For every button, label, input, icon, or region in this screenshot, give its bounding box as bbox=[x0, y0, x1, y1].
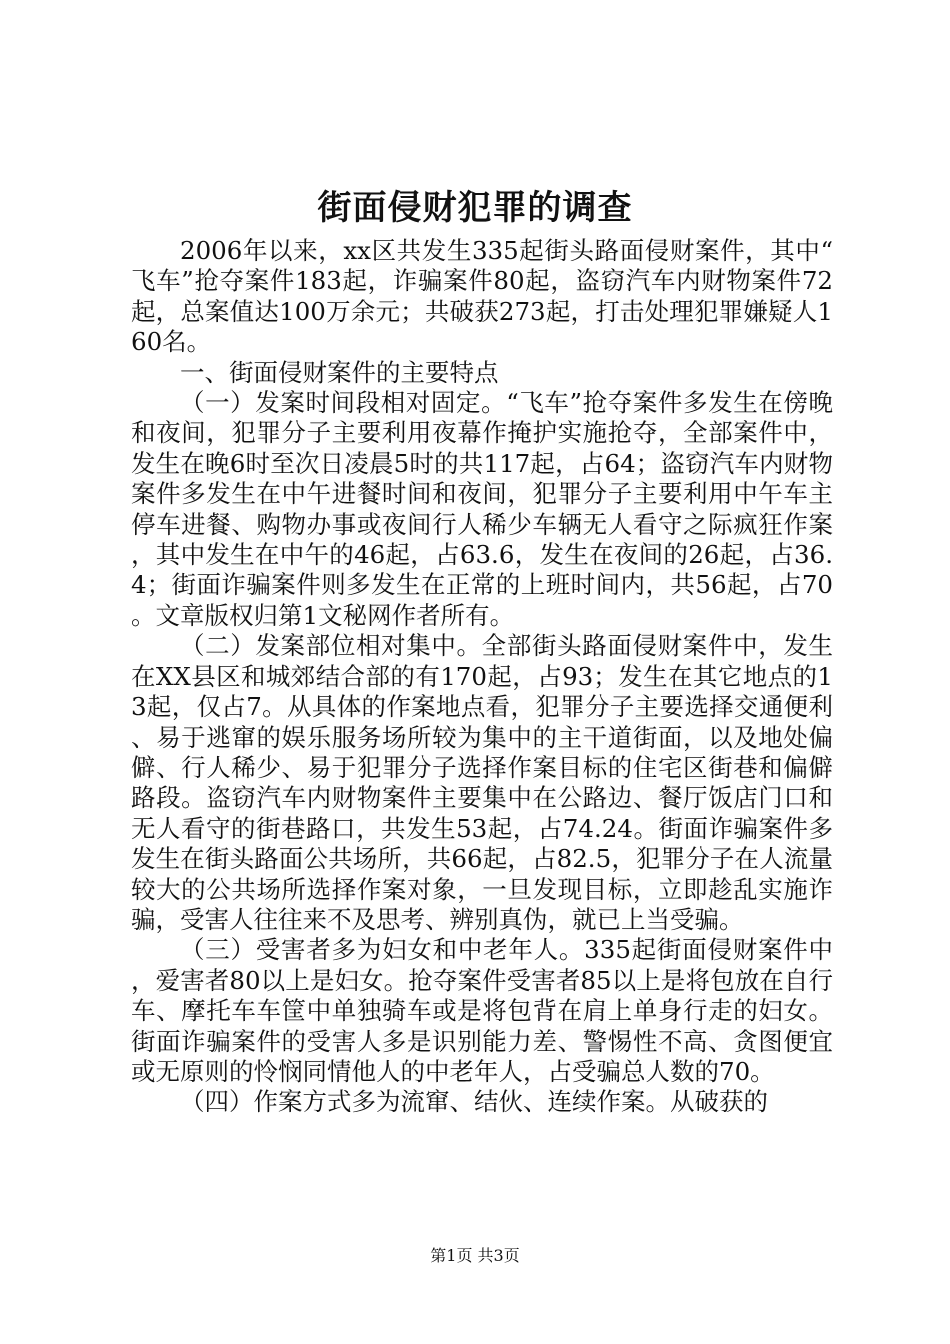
intro-paragraph: 2006年以来，xx区共发生335起街头路面侵财案件，其中“飞车”抢夺案件183起，诈骗案件80起，盗窃汽车内财物案件72起，总案值达100万余元；共破获273起，打击处理犯罪嫌疑人160名。 bbox=[131, 236, 833, 357]
paragraph-point-4: （四）作案方式多为流窜、结伙、连续作案。从破获的 bbox=[180, 1087, 768, 1117]
document-title: 街面侵财犯罪的调查 bbox=[317, 188, 633, 228]
page-footer: 第1页 共3页 bbox=[430, 1246, 520, 1265]
document-body bbox=[131, 236, 833, 1118]
paragraph-point-2: （二）发案部位相对集中。全部街头路面侵财案件中，发生在XX县区和城郊结合部的有170起，占93；发生在其它地点的13起，仅占7。从具体的作案地点看，犯罪分子主要选择交通便利、易于逃窜的娱乐服务场所较为集中的主干道街面，以及地处偏僻、行人稀少、易于犯罪分子选择作案目标的住宅区街巷和偏僻路段。盗窃汽车内财物案件主要集中在公路边、餐厅饭店门口和无人看守的街巷路口，共发生53起，占74.24。街面诈骗案件多发生在街头路面公共场所，共66起，占82.5，犯罪分子在人流量较大的公共场所选择作案对象，一旦发现目标，立即趁乱实施诈骗，受害人往往来不及思考、辨别真伪，就已上当受骗。 bbox=[131, 631, 833, 934]
paragraph-point-1: （一）发案时间段相对固定。“飞车”抢夺案件多发生在傍晚和夜间，犯罪分子主要利用夜幕作掩护实施抢夺，全部案件中，发生在晚6时至次日凌晨5时的共117起，占64；盗窃汽车内财物案件多发生在中午进餐时间和夜间，犯罪分子主要利用中午车主停车进餐、购物办事或夜间行人稀少车辆无人看守之际疯狂作案，其中发生在中午的46起，占63.6，发生在夜间的26起，占36.4；街面诈骗案件则多发生在正常的上班时间内，共56起，占70。文章版权归第1文秘网作者所有。 bbox=[131, 388, 833, 630]
section-heading: 一、街面侵财案件的主要特点 bbox=[180, 357, 499, 387]
paragraph-point-3: （三）受害者多为妇女和中老年人。335起街面侵财案件中，爱害者80以上是妇女。抢夺案件受害者85以上是将包放在自行车、摩托车车筐中单独骑车或是将包背在肩上单身行走的妇女。街面诈骗案件的受害人多是识别能力差、警惕性不高、贪图便宜或无原则的怜悯同情他人的中老年人，占受骗总人数的70。 bbox=[131, 935, 833, 1086]
